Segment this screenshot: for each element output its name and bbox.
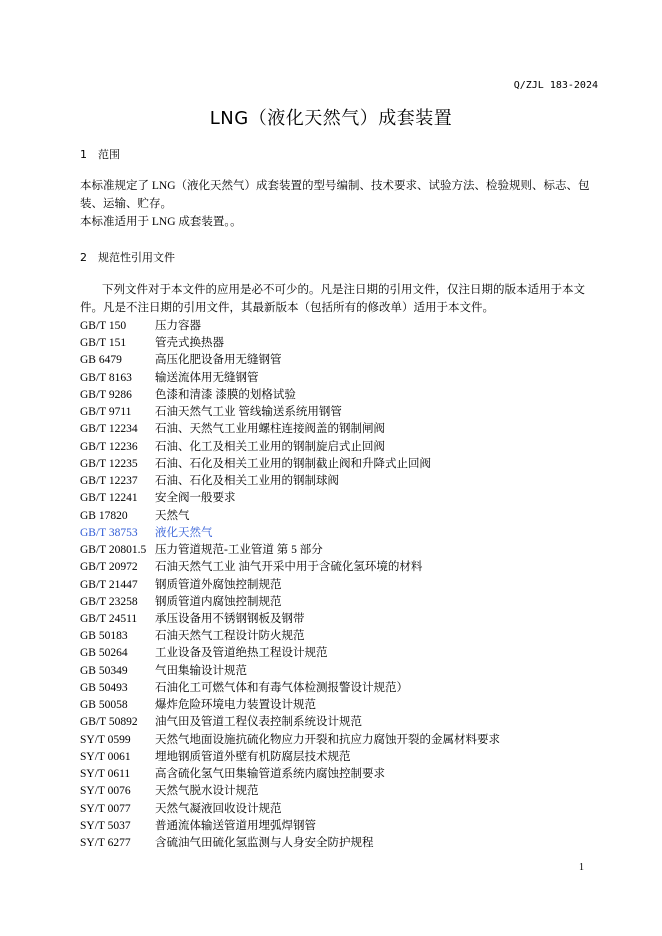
reference-title: 工业设备及管道绝热工程设计规范	[155, 647, 328, 660]
reference-item[interactable]	[80, 525, 600, 542]
reference-code: GB 50493	[80, 681, 128, 694]
reference-code: GB/T 12237	[80, 475, 138, 488]
reference-item	[80, 352, 600, 369]
reference-title: 气田集输设计规范	[155, 664, 247, 677]
reference-code: GB/T 9286	[80, 388, 132, 401]
reference-code: SY/T 0077	[80, 802, 131, 815]
reference-title: 石油、化工及相关工业用的钢制旋启式止回阀	[155, 440, 385, 453]
section-2-intro: 下列文件对于本文件的应用是必不可少的。凡是注日期的引用文件，仅注日期的版本适用于本文件。凡是不注日期的引用文件，其最新版本（包括所有的修改单）适用于本文件。	[80, 284, 585, 314]
reference-title: 爆炸危险环境电力装置设计规范	[155, 699, 316, 712]
reference-title: 油气田及管道工程仪表控制系统设计规范	[155, 716, 362, 729]
reference-item	[80, 473, 600, 490]
section-2-title: 规范性引用文件	[98, 251, 175, 264]
reference-code: SY/T 0611	[80, 768, 131, 781]
reference-item	[80, 370, 600, 387]
reference-item	[80, 680, 600, 697]
reference-code: GB 50058	[80, 699, 128, 712]
reference-title: 石油天然气工业 油气开采中用于含硫化氢环境的材料	[155, 561, 423, 574]
reference-title: 埋地钢质管道外壁有机防腐层技术规范	[155, 750, 351, 763]
reference-item	[80, 818, 600, 835]
document-title: LNG（液化天然气）成套装置	[209, 108, 453, 129]
reference-item	[80, 628, 600, 645]
reference-item	[80, 663, 600, 680]
reference-item	[80, 421, 600, 438]
reference-code: SY/T 0076	[80, 785, 131, 798]
reference-item	[80, 732, 600, 749]
reference-title: 钢质管道内腐蚀控制规范	[155, 595, 282, 608]
reference-title: 石油天然气工业 管线输送系统用钢管	[155, 406, 342, 419]
reference-code: GB/T 12235	[80, 457, 138, 470]
reference-item	[80, 387, 600, 404]
reference-item	[80, 594, 600, 611]
reference-code: GB/T 20801.5	[80, 544, 147, 557]
reference-item	[80, 645, 600, 662]
reference-code: GB/T 151	[80, 337, 127, 350]
reference-item	[80, 404, 600, 421]
section-2-heading	[80, 249, 175, 265]
reference-item	[80, 611, 600, 628]
reference-item	[80, 335, 600, 352]
reference-code: GB/T 150	[80, 320, 127, 332]
reference-item	[80, 749, 600, 766]
reference-title: 色漆和清漆 漆膜的划格试验	[155, 388, 296, 401]
section-1-heading	[80, 146, 120, 162]
reference-title: 天然气地面设施抗硫化物应力开裂和抗应力腐蚀开裂的金属材料要求	[155, 733, 500, 746]
reference-title: 输送流体用无缝钢管	[155, 371, 259, 384]
reference-code: GB/T 23258	[80, 595, 138, 608]
reference-code: GB 6479	[80, 354, 122, 367]
reference-title: 石油天然气工程设计防火规范	[155, 630, 305, 643]
reference-code: SY/T 6277	[80, 837, 131, 850]
reference-item	[80, 559, 600, 576]
reference-item	[80, 542, 600, 559]
reference-title: 石油、石化及相关工业用的钢制截止阀和升降式止回阀	[155, 457, 431, 470]
reference-title: 含硫油气田硫化氢监测与人身安全防护规程	[155, 837, 374, 850]
reference-code: GB/T 12241	[80, 492, 138, 505]
standard-code: Q/ZJL 183-2024	[513, 80, 598, 91]
reference-title: 承压设备用不锈钢钢板及钢带	[155, 612, 305, 625]
reference-code: GB/T 8163	[80, 371, 132, 384]
reference-title: 液化天然气	[155, 526, 213, 539]
reference-code: GB/T 12234	[80, 423, 138, 436]
reference-item	[80, 783, 600, 800]
reference-code: SY/T 5037	[80, 819, 131, 832]
reference-code: GB/T 9711	[80, 406, 132, 419]
reference-item	[80, 577, 600, 594]
reference-code: GB/T 50892	[80, 716, 138, 729]
reference-code: SY/T 0599	[80, 733, 131, 746]
reference-code: GB 50264	[80, 647, 128, 660]
reference-title: 天然气脱水设计规范	[155, 785, 259, 798]
reference-item	[80, 835, 600, 852]
reference-title: 石油、天然气工业用螺柱连接阀盖的钢制闸阀	[155, 423, 385, 436]
page-number: 1	[579, 862, 584, 873]
section-1-number: 1	[80, 148, 87, 161]
reference-title: 普通流体输送管道用埋弧焊钢管	[155, 819, 316, 832]
reference-code: GB/T 24511	[80, 612, 138, 625]
section-1-paragraph-2: 本标准适用于 LNG 成套装置。。	[80, 216, 242, 228]
reference-item	[80, 508, 600, 525]
reference-title: 压力管道规范-工业管道 第 5 部分	[155, 544, 323, 557]
section-2-number: 2	[80, 251, 87, 264]
reference-title: 管壳式换热器	[155, 337, 224, 350]
reference-title: 天然气凝液回收设计规范	[155, 802, 282, 815]
reference-title: 石油化工可燃气体和有毒气体检测报警设计规范）	[155, 681, 408, 694]
reference-code: GB/T 12236	[80, 440, 138, 453]
reference-title: 钢质管道外腐蚀控制规范	[155, 578, 282, 591]
reference-item	[80, 801, 600, 818]
reference-code: GB 50183	[80, 630, 128, 643]
reference-code: GB 17820	[80, 509, 128, 522]
reference-item	[80, 766, 600, 783]
reference-code: GB/T 38753	[80, 526, 138, 539]
reference-title: 石油、石化及相关工业用的钢制球阀	[155, 475, 339, 488]
reference-item	[80, 318, 600, 335]
reference-title: 天然气	[155, 509, 190, 522]
reference-title: 高含硫化氢气田集输管道系统内腐蚀控制要求	[155, 768, 385, 781]
section-1-paragraph-1: 本标准规定了 LNG（液化天然气）成套装置的型号编制、技术要求、试验方法、检验规则、标志、包装、运输、贮存。	[80, 180, 590, 210]
reference-item	[80, 456, 600, 473]
reference-code: GB/T 21447	[80, 578, 138, 591]
section-1-title: 范围	[98, 148, 120, 161]
reference-code: GB/T 20972	[80, 561, 138, 574]
reference-title: 安全阀一般要求	[155, 492, 236, 505]
reference-item	[80, 697, 600, 714]
normative-reference-list	[80, 318, 600, 852]
reference-item	[80, 490, 600, 507]
reference-code: SY/T 0061	[80, 750, 131, 763]
reference-item	[80, 439, 600, 456]
reference-title: 高压化肥设备用无缝钢管	[155, 354, 282, 367]
reference-item	[80, 714, 600, 731]
reference-title: 压力容器	[155, 320, 201, 332]
reference-code: GB 50349	[80, 664, 128, 677]
